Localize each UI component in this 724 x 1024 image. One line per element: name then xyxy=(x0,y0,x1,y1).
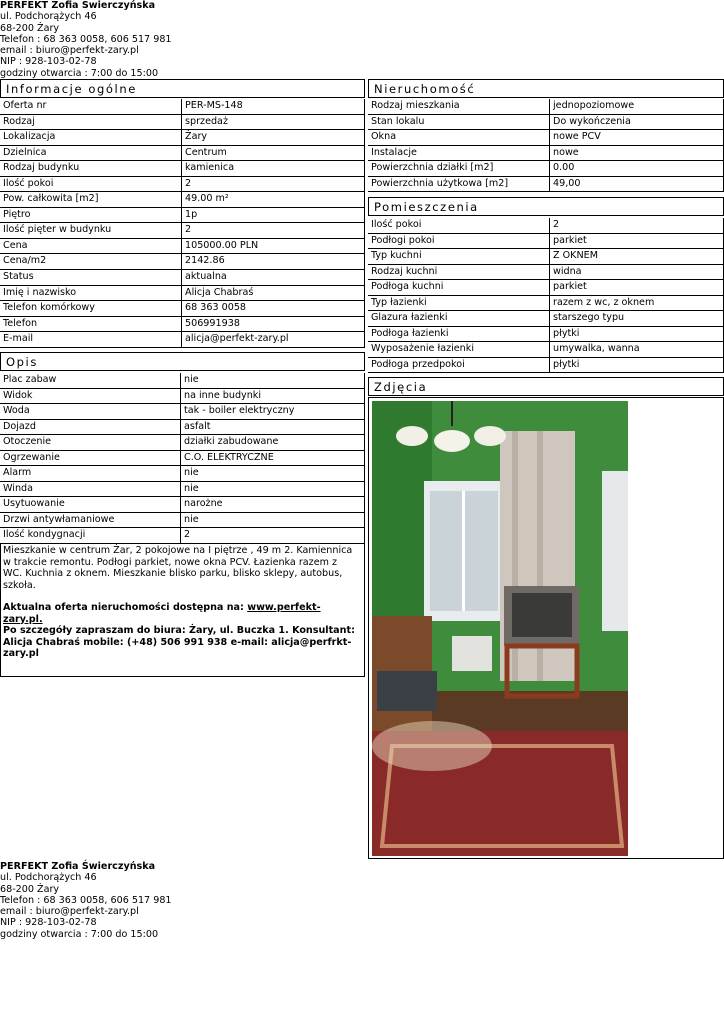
table-row xyxy=(368,130,724,146)
agency-hours: godziny otwarcia : 7:00 do 15:00 xyxy=(0,67,159,79)
row-value: 105000.00 PLN xyxy=(182,239,365,255)
row-value: PER-MS-148 xyxy=(182,99,365,115)
room-photo-illustration xyxy=(372,401,628,856)
table-row xyxy=(368,146,724,162)
row-value: na inne budynki xyxy=(181,389,365,405)
row-value: alicja@perfekt-zary.pl xyxy=(182,332,365,348)
description-text: Mieszkanie w centrum Żar, 2 pokojowe na I piętrze , 49 m 2. Kamiennica w trakcie remontu. Podłogi parkiet, nowe okna PCV. Łazienka razem z WC. Kuchnia z oknem. Mieszkanie blisko parku, blisko sklepy, autobus, szkoła. xyxy=(3,545,353,591)
opis-title: Opis xyxy=(0,352,365,371)
row-value: 49,00 xyxy=(550,177,724,193)
table-row xyxy=(0,497,365,513)
row-label: Widok xyxy=(0,389,181,405)
rooms-title: Pomieszczenia xyxy=(368,197,724,216)
row-label: Podłoga łazienki xyxy=(368,327,550,343)
agency-city-footer: 68-200 Żary xyxy=(0,883,60,895)
agency-nip: NIP : 928-103-02-78 xyxy=(0,56,97,68)
row-label: Telefon xyxy=(0,317,182,333)
row-label: Typ kuchni xyxy=(368,249,550,265)
row-label: Lokalizacja xyxy=(0,130,182,146)
row-label: Powierzchnia działki [m2] xyxy=(368,161,550,177)
row-label: E-mail xyxy=(0,332,182,348)
table-row xyxy=(368,358,724,374)
row-value: 506991938 xyxy=(182,317,365,333)
row-value: razem z wc, z oknem xyxy=(550,296,724,312)
table-row xyxy=(0,115,365,131)
opis-table xyxy=(0,373,365,544)
property-title: Nieruchomość xyxy=(368,79,724,98)
row-value: 1p xyxy=(182,208,365,224)
description-contact: Po szczegóły zapraszam do biura: Żary, ul. Buczka 1. Konsultant: Alicja Chabraś mobile: (+48) 506 991 938 e-mail: alicja@perfrkt-zary.pl xyxy=(3,625,355,659)
row-value: 2 xyxy=(550,218,724,234)
row-label: Otoczenie xyxy=(0,435,181,451)
row-value: 2 xyxy=(182,177,365,193)
row-value: C.O. ELEKTRYCZNE xyxy=(181,451,365,467)
row-label: Telefon komórkowy xyxy=(0,301,182,317)
agency-header-top xyxy=(0,0,172,79)
table-row xyxy=(0,435,365,451)
agency-name-footer: PERFEKT Zofia Świerczyńska xyxy=(0,861,156,872)
row-label: Glazura łazienki xyxy=(368,311,550,327)
agency-phone: Telefon : 68 363 0058, 606 517 981 xyxy=(0,33,172,45)
table-row xyxy=(0,332,365,348)
table-row xyxy=(0,192,365,208)
table-row xyxy=(0,420,365,436)
row-label: Powierzchnia użytkowa [m2] xyxy=(368,177,550,193)
row-label: Imię i nazwisko xyxy=(0,286,182,302)
row-value: Alicja Chabraś xyxy=(182,286,365,302)
row-label: Ilość pokoi xyxy=(0,177,182,193)
row-label: Plac zabaw xyxy=(0,373,181,389)
row-label: Ogrzewanie xyxy=(0,451,181,467)
table-row xyxy=(368,280,724,296)
table-row xyxy=(368,342,724,358)
table-row xyxy=(368,115,724,131)
row-value: 49.00 m² xyxy=(182,192,365,208)
row-label: Podłoga przedpokoi xyxy=(368,358,550,374)
row-value: Do wykończenia xyxy=(550,115,724,131)
table-row xyxy=(0,466,365,482)
row-value: nowe PCV xyxy=(550,130,724,146)
row-label: Okna xyxy=(368,130,550,146)
agency-name: PERFEKT Zofia Świerczyńska xyxy=(0,0,156,11)
table-row xyxy=(368,218,724,234)
apartment-photo[interactable] xyxy=(372,401,628,856)
row-value: nie xyxy=(181,482,365,498)
row-value: nie xyxy=(181,466,365,482)
row-label: Wyposażenie łazienki xyxy=(368,342,550,358)
table-row xyxy=(368,177,724,193)
agency-email-footer: email : biuro@perfekt-zary.pl xyxy=(0,906,139,918)
agency-hours-footer: godziny otwarcia : 7:00 do 15:00 xyxy=(0,928,159,940)
row-value: sprzedaż xyxy=(182,115,365,131)
row-value: płytki xyxy=(550,358,724,374)
row-value: 2 xyxy=(182,223,365,239)
row-label: Ilość kondygnacji xyxy=(0,528,181,544)
table-row xyxy=(368,265,724,281)
table-row xyxy=(0,451,365,467)
row-label: Rodzaj mieszkania xyxy=(368,99,550,115)
row-value: narożne xyxy=(181,497,365,513)
row-value: Z OKNEM xyxy=(550,249,724,265)
agency-city: 68-200 Żary xyxy=(0,22,60,34)
row-value: kamienica xyxy=(182,161,365,177)
row-label: Rodzaj budynku xyxy=(0,161,182,177)
table-row xyxy=(0,301,365,317)
row-value: działki zabudowane xyxy=(181,435,365,451)
row-value: nie xyxy=(181,513,365,529)
table-row xyxy=(0,239,365,255)
table-row xyxy=(0,99,365,115)
row-label: Alarm xyxy=(0,466,181,482)
table-row xyxy=(0,177,365,193)
row-label: Typ łazienki xyxy=(368,296,550,312)
row-value: parkiet xyxy=(550,280,724,296)
rooms-table xyxy=(368,218,724,373)
row-label: Winda xyxy=(0,482,181,498)
table-row xyxy=(0,317,365,333)
table-row xyxy=(368,249,724,265)
row-label: Stan lokalu xyxy=(368,115,550,131)
table-row xyxy=(0,223,365,239)
table-row xyxy=(0,130,365,146)
table-row xyxy=(0,146,365,162)
row-value: asfalt xyxy=(181,420,365,436)
row-label: Ilość pokoi xyxy=(368,218,550,234)
table-row xyxy=(368,296,724,312)
agency-street: ul. Podchorążych 46 xyxy=(0,11,97,23)
row-label: Drzwi antywłamaniowe xyxy=(0,513,181,529)
row-label: Rodzaj kuchni xyxy=(368,265,550,281)
table-row xyxy=(368,311,724,327)
row-label: Piętro xyxy=(0,208,182,224)
table-row xyxy=(0,208,365,224)
row-value: 2142.86 xyxy=(182,254,365,270)
row-label: Podłogi pokoi xyxy=(368,234,550,250)
table-row xyxy=(0,513,365,529)
row-label: Cena/m2 xyxy=(0,254,182,270)
row-label: Rodzaj xyxy=(0,115,182,131)
row-value: 0.00 xyxy=(550,161,724,177)
row-value: starszego typu xyxy=(550,311,724,327)
row-value: Żary xyxy=(182,130,365,146)
row-label: Dzielnica xyxy=(0,146,182,162)
offer-prefix: Aktualna oferta nieruchomości dostępna na: xyxy=(3,602,248,613)
table-row xyxy=(0,254,365,270)
row-value: aktualna xyxy=(182,270,365,286)
row-value: widna xyxy=(550,265,724,281)
opis-description xyxy=(3,545,358,660)
general-title: Informacje ogólne xyxy=(0,79,365,98)
table-row xyxy=(0,373,365,389)
table-row xyxy=(0,528,365,544)
row-label: Woda xyxy=(0,404,181,420)
row-label: Dojazd xyxy=(0,420,181,436)
general-table xyxy=(0,99,365,348)
row-label: Usytuowanie xyxy=(0,497,181,513)
table-row xyxy=(0,286,365,302)
row-label: Cena xyxy=(0,239,182,255)
row-value: Centrum xyxy=(182,146,365,162)
row-label: Oferta nr xyxy=(0,99,182,115)
table-row xyxy=(0,270,365,286)
table-row xyxy=(0,404,365,420)
website-link[interactable]: www.perfekt-zary.pl. xyxy=(3,602,321,625)
row-value: 2 xyxy=(181,528,365,544)
description-offer-line xyxy=(3,602,358,625)
table-row xyxy=(0,161,365,177)
photos-title: Zdjęcia xyxy=(368,377,724,396)
row-value: płytki xyxy=(550,327,724,343)
table-row xyxy=(368,99,724,115)
row-value: jednopoziomowe xyxy=(550,99,724,115)
row-label: Podłoga kuchni xyxy=(368,280,550,296)
row-value: nie xyxy=(181,373,365,389)
table-row xyxy=(368,234,724,250)
row-value: parkiet xyxy=(550,234,724,250)
table-row xyxy=(368,327,724,343)
property-table xyxy=(368,99,724,192)
table-row xyxy=(0,482,365,498)
table-row xyxy=(0,389,365,405)
agency-nip-footer: NIP : 928-103-02-78 xyxy=(0,917,97,929)
agency-phone-footer: Telefon : 68 363 0058, 606 517 981 xyxy=(0,894,172,906)
row-label: Status xyxy=(0,270,182,286)
row-value: umywalka, wanna xyxy=(550,342,724,358)
row-value: nowe xyxy=(550,146,724,162)
row-label: Ilość pięter w budynku xyxy=(0,223,182,239)
agency-email: email : biuro@perfekt-zary.pl xyxy=(0,45,139,57)
agency-street-footer: ul. Podchorążych 46 xyxy=(0,872,97,884)
row-label: Instalacje xyxy=(368,146,550,162)
table-row xyxy=(368,161,724,177)
row-value: 68 363 0058 xyxy=(182,301,365,317)
agency-header-bottom xyxy=(0,861,172,940)
row-value: tak - boiler elektryczny xyxy=(181,404,365,420)
row-label: Pow. całkowita [m2] xyxy=(0,192,182,208)
